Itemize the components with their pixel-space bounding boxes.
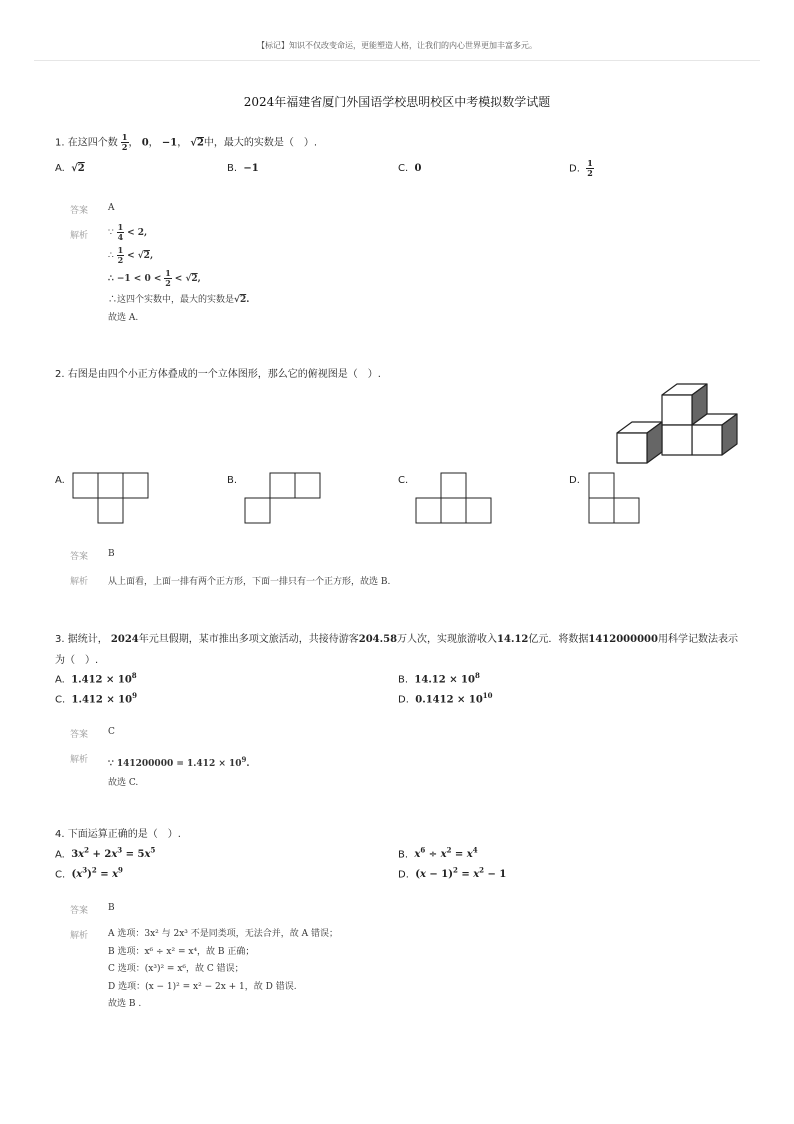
q1-option-d[interactable]: D. $\frac{1}{2}$ xyxy=(569,158,593,178)
q4-analysis-line: A 选项：3x² 与 2x³ 不是同类项，无法合并，故 A 错误； xyxy=(108,929,338,939)
q2-option-d-figure xyxy=(588,472,648,527)
q2-stem: 2. 右图是由四个小正方体叠成的一个立体图形，那么它的俯视图是（ ）. xyxy=(55,369,381,380)
q2-solid-figure xyxy=(612,380,742,470)
q2-option-a-figure xyxy=(72,472,152,527)
q3-option-d[interactable]: D. $0.1412 \times 10^{10}$ xyxy=(398,691,493,706)
q3-option-a[interactable]: A. $1.412 \times 10^8$ xyxy=(55,671,137,686)
q3-answer-value: C xyxy=(108,727,115,737)
q3-stem: 3. 据统计， 2024年元旦假期，某市推出多项文旅活动，共接待游客204.58万人次，实现旅游收入14.12亿元．将数据1412000000用科学记数法表示 为（ ）. xyxy=(55,634,738,666)
q1-analysis-label: 解析 xyxy=(70,231,89,241)
q2-option-c-figure xyxy=(415,472,495,527)
q2-analysis-label: 解析 xyxy=(70,577,89,587)
q1-option-a[interactable]: A. √2 xyxy=(55,163,85,174)
q4-analysis-line: C 选项：(x³)² = x⁶，故 C 错误； xyxy=(108,964,244,974)
q4-analysis-line: B 选项：x⁶ ÷ x² = x⁴，故 B 正确； xyxy=(108,946,255,957)
q3-analysis: ∵ $141200000 = 1.412 \times 10^9$. 故选 C. xyxy=(108,755,250,788)
q4-option-d[interactable]: D. $(x - 1)^2 = x^2 - 1$ xyxy=(398,866,507,881)
q2-option-a[interactable]: A. xyxy=(55,475,65,486)
q1-stem: 1. 在这四个数 $\frac{1}{2}$ ， 0， −1， √2中，最大的实数是（ ）. xyxy=(55,132,318,152)
q2-option-d[interactable]: D. xyxy=(569,475,580,486)
q2-answer-label: 答案 xyxy=(70,552,89,562)
q1-option-c[interactable]: C. 0 xyxy=(398,163,422,174)
q4-option-c[interactable]: C. $(x^3)^2 = x^9$ xyxy=(55,866,123,881)
header-divider xyxy=(34,60,760,61)
q3-option-c[interactable]: C. $1.412 \times 10^9$ xyxy=(55,691,137,706)
q4-analysis-line: 故选 B . xyxy=(108,999,142,1009)
q4-analysis xyxy=(108,926,338,1014)
q2-analysis: 从上面看，上面一排有两个正方形，下面一排只有一个正方形，故选 B. xyxy=(108,577,391,587)
q4-option-a[interactable]: A. $3x^2 + 2x^3 = 5x^5$ xyxy=(55,846,156,861)
q3-analysis-label: 解析 xyxy=(70,755,89,765)
page-title: 2024年福建省厦门外国语学校思明校区中考模拟数学试题 xyxy=(243,95,551,109)
q4-answer-value: B xyxy=(108,903,115,913)
q2-option-b[interactable]: B. xyxy=(227,475,238,486)
q4-option-b[interactable]: B. $x^6 \div x^2 = x^4$ xyxy=(398,846,478,861)
q2-answer-value: B xyxy=(108,549,115,559)
q3-answer-label: 答案 xyxy=(70,730,89,740)
q2-option-c[interactable]: C. xyxy=(398,475,409,486)
q1-answer-label: 答案 xyxy=(70,206,89,216)
q1-answer-value: A xyxy=(108,203,115,213)
q2-option-b-figure xyxy=(244,472,324,527)
q1-analysis: ∵ $\frac{1}{4}$ < 2, ∴ $\frac{1}{2}$ < √2, ∴ −1 < 0 < $\frac{1}{2}$ < √2, ∴这四个实数中，最大的实数是√2. 故选 A. xyxy=(108,222,250,323)
q4-analysis-line: D 选项：(x − 1)² = x² − 2x + 1，故 D 错误. xyxy=(108,981,297,992)
q4-answer-label: 答案 xyxy=(70,906,89,916)
q3-option-b[interactable]: B. $14.12 \times 10^8$ xyxy=(398,671,480,686)
q1-option-b[interactable]: B. −1 xyxy=(227,163,259,174)
q4-analysis-label: 解析 xyxy=(70,931,89,941)
q4-stem: 4. 下面运算正确的是（ ）. xyxy=(55,829,181,840)
header-motto: 【标记】知识不仅改变命运，更能塑造人格，让我们的内心世界更加丰富多元。 xyxy=(257,41,537,50)
q1-fraction: $\frac{1}{2}$ xyxy=(121,132,128,152)
